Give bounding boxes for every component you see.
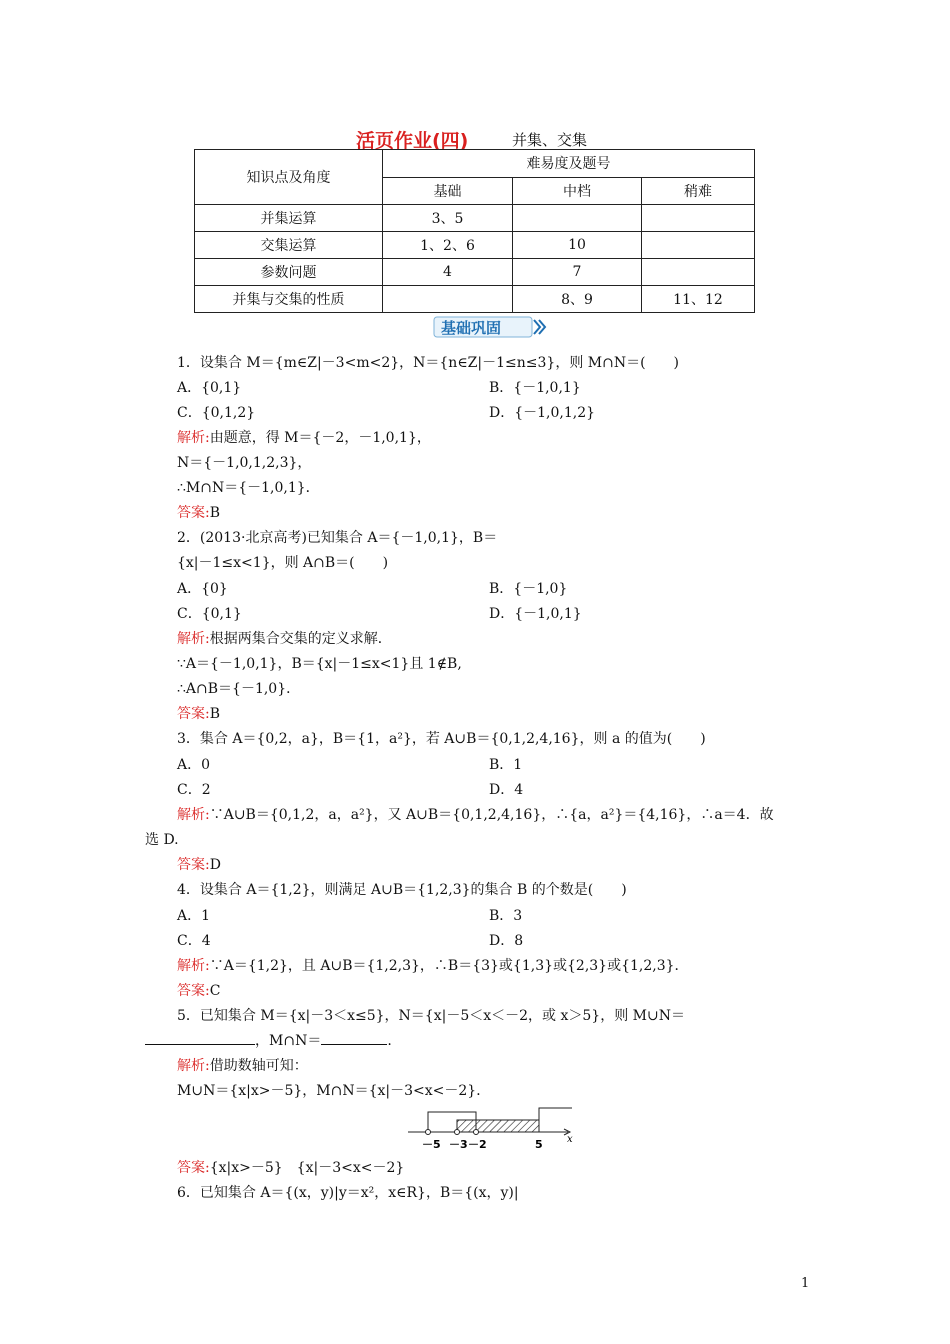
q3-answer: D (209, 857, 221, 873)
table-cell-topic: 并集运算 (195, 205, 383, 232)
q1-answer: B (209, 505, 221, 521)
section-badge (433, 315, 547, 339)
tick-label: －2 (468, 1138, 487, 1151)
table-row (195, 232, 755, 259)
q1-option-d: D．{－1,0,1,2} (489, 405, 596, 421)
table-row (195, 259, 755, 286)
q4-answer-label: 答案: (177, 983, 210, 999)
table-header-topic: 知识点及角度 (195, 150, 383, 205)
q5-stem-2-mid: ，M∩N＝ (255, 1033, 322, 1049)
q2-stem-2: {x|－1≤x<1}，则 A∩B＝( ) (177, 555, 389, 571)
table-cell-hard (642, 232, 755, 259)
q3-analysis-1: ∵A∪B＝{0,1,2，a，a²}，又 A∪B＝{0,1,2,4,16}，∴{a，a²}＝{4,16}，∴a＝4．故 (209, 807, 774, 823)
q5-analysis-label: 解析: (177, 1058, 210, 1074)
q5-stem-2-end: . (387, 1033, 392, 1049)
open-point (426, 1130, 431, 1135)
table-cell-medium: 7 (513, 259, 642, 286)
q1-analysis-2: N＝{－1,0,1,2,3}， (177, 455, 312, 471)
q2-stem-1: 2．(2013·北京高考)已知集合 A＝{－1,0,1}，B＝ (177, 530, 498, 546)
q4-answer: C (209, 983, 221, 999)
hatched-region (457, 1120, 539, 1132)
q2-option-d: D．{－1,0,1} (489, 606, 582, 622)
q2-analysis-1: 根据两集合交集的定义求解． (209, 631, 392, 647)
q1-analysis-1: 由题意，得 M＝{－2，－1,0,1}， (209, 430, 431, 446)
table-header-hard: 稍难 (642, 177, 755, 205)
tick-label: －3 (449, 1138, 468, 1151)
table-cell-basic: 3、5 (383, 205, 513, 232)
q2-analysis-3: ∴A∩B＝{－1,0}． (177, 681, 301, 697)
q4-option-d: D．8 (489, 933, 524, 949)
q2-option-c: C．{0,1} (177, 606, 242, 622)
double-chevron-icon (534, 320, 545, 334)
tick-label: 5 (535, 1138, 543, 1151)
q4-option-b: B．3 (489, 908, 523, 924)
q4-analysis-label: 解析: (177, 958, 210, 974)
table-cell-basic: 4 (383, 259, 513, 286)
q1-option-a: A．{0,1} (177, 380, 242, 396)
q4-option-c: C．4 (177, 933, 211, 949)
q5-blank-union[interactable] (145, 1032, 255, 1045)
page-subtitle: 并集、交集 (512, 131, 588, 149)
table-header-basic: 基础 (383, 177, 513, 205)
table-cell-topic: 交集运算 (195, 232, 383, 259)
q2-analysis-2: ∵A＝{－1,0,1}，B＝{x|－1≤x<1}且 1∉B, (177, 656, 462, 672)
table-cell-medium: 8、9 (513, 286, 642, 313)
q1-stem: 1．设集合 M＝{m∈Z|－3<m<2}，N＝{n∈Z|－1≤n≤3}，则 M∩N＝( ) (177, 355, 680, 371)
set-n-ray (539, 1108, 572, 1132)
q3-option-c: C．2 (177, 782, 211, 798)
q2-option-a: A．{0} (177, 581, 228, 597)
q1-answer-label: 答案: (177, 505, 210, 521)
q3-option-b: B．1 (489, 757, 523, 773)
q4-option-a: A．1 (177, 908, 211, 924)
q5-stem-1: 5．已知集合 M＝{x|－3＜x≤5}，N＝{x|－5＜x＜－2，或 x＞5}，则 M∪N＝ (177, 1008, 685, 1024)
page-number: 1 (801, 1276, 810, 1291)
q1-analysis-label: 解析: (177, 430, 210, 446)
page-title: 活页作业(四) (356, 130, 469, 152)
q1-option-b: B．{－1,0,1} (489, 380, 581, 396)
table-header-medium: 中档 (513, 177, 642, 205)
q4-stem: 4．设集合 A＝{1,2}，则满足 A∪B＝{1,2,3}的集合 B 的个数是( ) (177, 882, 627, 898)
q2-option-b: B．{－1,0} (489, 581, 568, 597)
table-cell-topic: 并集与交集的性质 (195, 286, 383, 313)
table-row (195, 205, 755, 232)
table-header-difficulty: 难易度及题号 (383, 150, 755, 178)
table-cell-basic (383, 286, 513, 313)
q2-answer-label: 答案: (177, 706, 210, 722)
table-cell-hard (642, 259, 755, 286)
q5-answer: {x|x>－5} {x|－3<x<－2} (209, 1160, 405, 1176)
q4-analysis-1: ∵A＝{1,2}，且 A∪B＝{1,2,3}，∴B＝{3}或{1,3}或{2,3}或{1,2,3}． (209, 958, 689, 974)
table-cell-basic: 1、2、6 (383, 232, 513, 259)
open-point (455, 1130, 460, 1135)
q1-option-c: C．{0,1,2} (177, 405, 256, 421)
difficulty-table (194, 149, 755, 313)
number-line-diagram (404, 1104, 580, 1154)
q3-answer-label: 答案: (177, 857, 210, 873)
q3-stem: 3．集合 A＝{0,2，a}，B＝{1，a²}，若 A∪B＝{0,1,2,4,16}，则 a 的值为( ) (177, 731, 706, 747)
tick-label: －5 (422, 1138, 441, 1151)
table-cell-topic: 参数问题 (195, 259, 383, 286)
q3-option-a: A．0 (177, 757, 211, 773)
q5-analysis-1: 借助数轴可知： (209, 1058, 308, 1074)
table-cell-medium: 10 (513, 232, 642, 259)
axis-variable-label: x (567, 1134, 573, 1145)
q5-blank-intersection[interactable] (321, 1032, 387, 1045)
q3-analysis-2: 选 D. (145, 832, 179, 848)
table-cell-medium (513, 205, 642, 232)
q6-stem: 6．已知集合 A＝{(x，y)|y＝x²，x∈R}，B＝{(x，y)| (177, 1185, 519, 1201)
q5-answer-label: 答案: (177, 1160, 210, 1176)
section-badge-label: 基础巩固 (441, 319, 502, 337)
q3-option-d: D．4 (489, 782, 524, 798)
table-cell-hard: 11、12 (642, 286, 755, 313)
q1-analysis-3: ∴M∩N＝{－1,0,1}． (177, 480, 320, 496)
table-row (195, 286, 755, 313)
q2-answer: B (209, 706, 221, 722)
open-point (474, 1130, 479, 1135)
table-cell-hard (642, 205, 755, 232)
q5-analysis-2: M∪N＝{x|x>－5}，M∩N＝{x|－3<x<－2}． (177, 1083, 491, 1099)
q2-analysis-label: 解析: (177, 631, 210, 647)
q3-analysis-label: 解析: (177, 807, 210, 823)
